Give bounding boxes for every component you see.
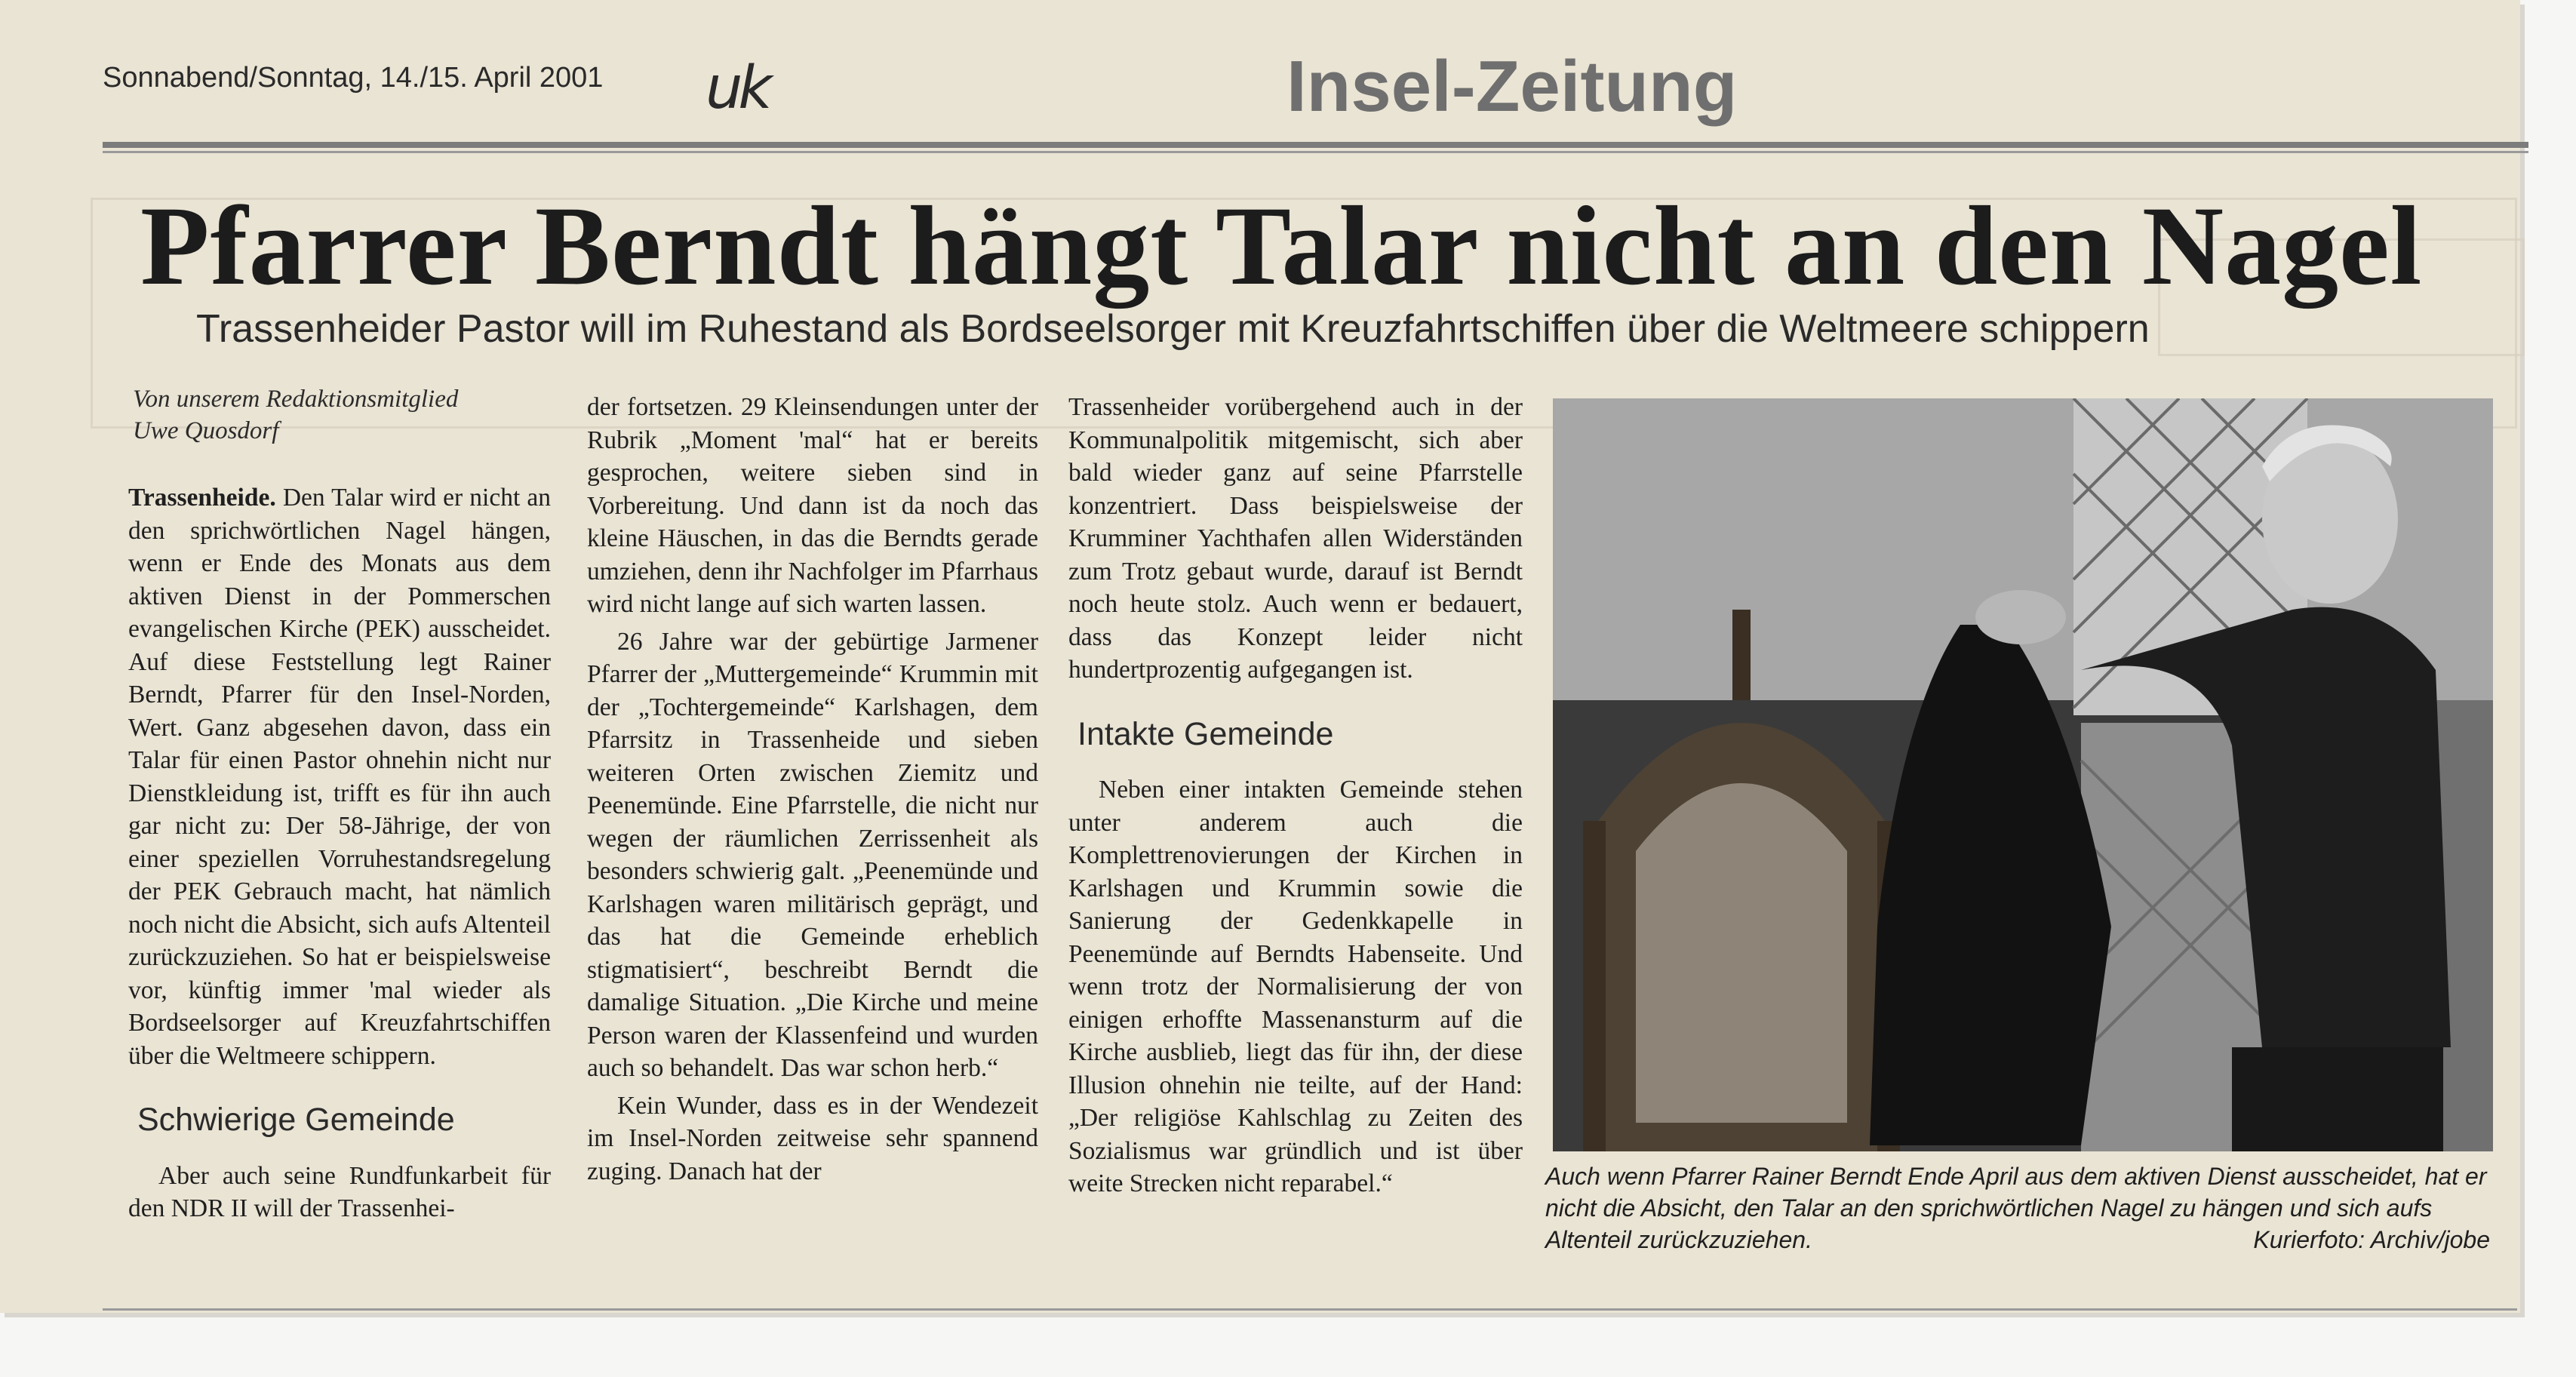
paragraph: Neben einer intakten Gemeinde stehen unter anderem auch die Komplettrenovierungen der Kirchen in Karlshagen und Krummin sowie die Sanierung der Gedenkkapelle in Peenemünde auf Berndts Habenseite. Und wenn trotz der Normalisierung der von einigen erhoffte Massenansturm auf die Kirche ausblieb, liegt das für ihn, der diese Illusion ohnehin nie teilte, auf der Hand: „Der religiöse Kahlschlag zu Zeiten des Sozialismus war gründlich und ist über weite Strecken nicht reparabel.“ bbox=[1068, 776, 1523, 1197]
paragraph: Trassenheide. Den Talar wird er nicht an den sprichwörtlichen Nagel hängen, wenn er Ende des Monats aus dem aktiven Dienst in der Pommerschen evangelischen Kirche (PEK) ausscheidet. Auf diese Feststellung legt Rainer Berndt, Pfarrer für den Insel-Norden, Wert. Ganz abgesehen davon, dass ein Talar für einen Pastor ohnehin nicht nur Dienstkleidung ist, trifft es für ihn auch gar nicht zu: Der 58-Jährige, der von einer speziellen Vorruhestandsregelung der PEK Gebrauch macht, hat nämlich noch nicht die Absicht, sich aufs Altenteil zurückzuziehen. So hat er beispielsweise vor, künftig immer 'mal wieder als Bordseelsorger auf Kreuzfahrtschiffen über die Weltmeere schippern. bbox=[128, 484, 551, 1070]
newspaper-name: Insel-Zeitung bbox=[1286, 46, 1738, 127]
bottom-rule bbox=[103, 1308, 2517, 1311]
article-headline: Pfarrer Berndt hängt Talar nicht an den Nagel bbox=[140, 183, 2423, 309]
photo-illustration bbox=[1553, 398, 2493, 1151]
photo-caption bbox=[1545, 1160, 2490, 1256]
article-subheadline: Trassenheider Pastor will im Ruhestand als Bordseelsorger mit Kreuzfahrtschiffen über die Weltmeere schippern bbox=[196, 307, 2150, 351]
intertitle: Schwierige Gemeinde bbox=[137, 1102, 455, 1138]
paragraph: Aber auch seine Rundfunkarbeit für den NDR II will der Trassenhei- bbox=[128, 1161, 551, 1222]
byline bbox=[133, 383, 555, 447]
handwritten-mark: uk bbox=[705, 54, 768, 122]
byline-author: Uwe Quosdorf bbox=[133, 417, 279, 444]
article-photo bbox=[1553, 398, 2493, 1151]
article-column-3 bbox=[1068, 391, 1523, 1200]
paragraph: Kein Wunder, dass es in der Wendezeit im Insel-Norden zeitweise sehr spannend zuging. Danach hat der bbox=[587, 1091, 1038, 1185]
masthead-rule bbox=[103, 142, 2528, 148]
paragraph: der fortsetzen. 29 Kleinsendungen unter der Rubrik „Moment 'mal“ hat er bereits gesprochen, weitere sieben sind in Vorbereitung. Und dann ist da noch das kleine Häuschen, in das die Berndts gerade umziehen, denn ihr Nachfolger im Pfarrhaus wird nicht lange auf sich warten lassen. bbox=[587, 393, 1038, 618]
masthead-rule-thin bbox=[103, 151, 2528, 153]
article-column-2 bbox=[587, 391, 1038, 1188]
article-column-1 bbox=[128, 481, 551, 1225]
caption-text: Auch wenn Pfarrer Rainer Berndt Ende April aus dem aktiven Dienst ausscheidet, hat er nicht die Absicht, den Talar an den sprichwörtlichen Nagel zu hängen und sich aufs Altenteil zurückzuziehen. bbox=[1545, 1163, 2487, 1253]
paragraph: Trassenheider vorübergehend auch in der Kommunalpolitik mitgemischt, sich aber bald wieder ganz auf seine Pfarrstelle konzentriert. Dass beispielsweise der Krumminer Yachthafen allen Widerständen zum Trotz gebaut wurde, darauf ist Berndt noch heute stolz. Auch wenn er bedauert, dass das Konzept leider nicht hundertprozentig aufgegangen ist. bbox=[1068, 393, 1523, 684]
issue-date: Sonnabend/Sonntag, 14./15. April 2001 bbox=[103, 62, 604, 94]
dateline: Trassenheide. bbox=[128, 484, 276, 512]
paragraph: 26 Jahre war der gebürtige Jarmener Pfarrer der „Muttergemeinde“ Krummin mit der „Tochtergemeinde“ Karlshagen, dem Pfarrsitz in Trassenheide und sieben weiteren Orten zwischen Ziemitz und Peenemünde. Eine Pfarrstelle, die nicht nur wegen der räumlichen Zerrissenheit als besonders schwierig galt. „Peenemünde und Karlshagen waren militärisch geprägt, und das hat die Gemeinde erheblich stigmatisiert“, beschreibt Berndt die damalige Situation. „Die Kirche und meine Person waren der Klassenfeind und wurden auch so behandelt. Das war schon herb.“ bbox=[587, 627, 1038, 1082]
byline-line-1: Von unserem Redaktionsmitglied bbox=[133, 386, 459, 413]
intertitle: Intakte Gemeinde bbox=[1077, 715, 1334, 752]
photo-credit: Kurierfoto: Archiv/jobe bbox=[2253, 1226, 2490, 1253]
